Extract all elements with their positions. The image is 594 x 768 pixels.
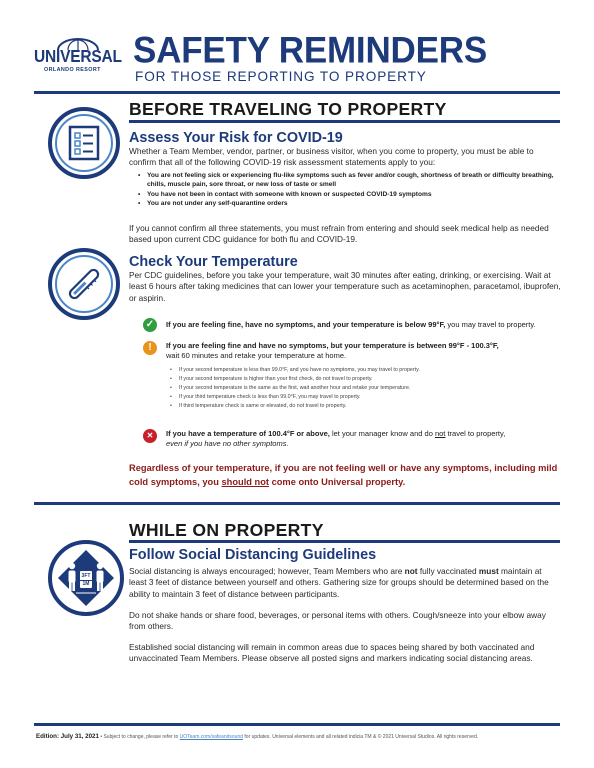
p1-text-b: fully vaccinated <box>417 566 479 576</box>
social-distancing-icon <box>48 540 124 616</box>
universal-logo <box>34 38 126 72</box>
temp-high-text <box>166 429 566 449</box>
temp-mid-bold: If you are feeling fine and have no symptoms, but your temperature is between 99°F - 100.3°F, <box>166 341 499 350</box>
distancing-paragraph-1 <box>129 566 561 600</box>
p1-not: not <box>404 566 418 576</box>
list-item: • If your second temperature is the same as the first, wait another hour and retake your temperature. <box>170 384 550 393</box>
warning-text-1: Regardless of your temperature, if you are not feeling well or have any symptoms, including mild cold symptoms, you <box>129 463 558 487</box>
list-item: • You are not feeling sick or experiencing flu-like symptoms such as fever and/or cough, shortness of breath or difficulty breathing, chills, muscle pain, sore throat, or new loss of taste or smell <box>138 171 558 190</box>
exclamation-icon: ! <box>143 341 157 355</box>
list-item: • If your second temperature is less than 99.0°F, and you have no symptoms, you may travel to property. <box>170 366 550 375</box>
risk-bullet-list <box>138 171 558 208</box>
sign-feet: 3FT <box>81 573 91 579</box>
temp-fine-rest: you may travel to property. <box>445 320 536 329</box>
checkmark-icon: ✓ <box>143 318 157 332</box>
sign-meters: 1M <box>80 580 92 588</box>
temp-high-bold: If you have a temperature of 100.4°F or above, <box>166 429 330 438</box>
warning-should-not: should not <box>221 477 269 487</box>
temp-high-rest: let your manager know and do <box>329 429 435 438</box>
retake-temperature-list <box>170 366 550 411</box>
heading-assess-risk: Assess Your Risk for COVID-19 <box>129 130 343 146</box>
temperature-intro: Per CDC guidelines, before you take your temperature, wait 30 minutes after eating, drinking, or exercising. Wait at least 6 hours after taking medicines that can lower your temperature such as acetaminophen, paracetamol, ibuprofen, or aspirin. <box>129 270 561 303</box>
section-title-while: WHILE ON PROPERTY <box>129 520 324 540</box>
distance-sign-label <box>80 573 92 588</box>
footer-note-b: for updates. Universal elements and all related indicia TM & © 2021 Universal Studios. All rights reserved. <box>243 734 479 740</box>
list-item: • If your third temperature check is less than 99.0°F, you may travel to property. <box>170 393 550 402</box>
temp-high-not: not <box>434 429 446 438</box>
temp-fine-bold: If you are feeling fine, have no symptoms, and your temperature is below 99°F, <box>166 320 446 329</box>
section-underline-before <box>129 120 560 123</box>
header-divider <box>34 91 560 94</box>
logo-wordmark: UNIVERSAL <box>34 46 122 67</box>
temp-high-italic: even if you have no other symptoms. <box>166 439 289 449</box>
p1-text-c: maintain at least 3 feet of distance between yourself and others. Gathering size for groups should be determined based on the ability to maintain 3 feet of distance between participants. <box>129 566 549 599</box>
footer-note-a: • Subject to change, please refer to <box>98 734 180 740</box>
thermometer-icon <box>48 248 120 320</box>
logo-subtitle: ORLANDO RESORT <box>44 67 101 73</box>
distancing-paragraph-3: Established social distancing will remain in common areas due to spaces being shared by both vaccinated and unvaccinated Team Members. Please observe all posted signs and markers indicating social distancing areas. <box>129 642 535 664</box>
page-subtitle: FOR THOSE REPORTING TO PROPERTY <box>135 69 427 84</box>
symptoms-warning <box>129 461 559 489</box>
section-title-before: BEFORE TRAVELING TO PROPERTY <box>129 99 447 119</box>
heading-check-temperature: Check Your Temperature <box>129 254 298 270</box>
temp-high-rest-2: travel to property, <box>445 429 506 438</box>
checklist-icon <box>48 107 120 179</box>
temp-mid-rest: wait 60 minutes and retake your temperature at home. <box>166 351 347 361</box>
p1-text-a: Social distancing is always encouraged; however, Team Members who are <box>129 566 405 576</box>
temp-mid-text <box>166 341 566 361</box>
list-item: • If third temperature check is same or elevated, do not travel to property. <box>170 402 550 411</box>
section-underline-while <box>129 540 560 543</box>
heading-social-distancing: Follow Social Distancing Guidelines <box>129 547 377 563</box>
distancing-paragraph-2: Do not shake hands or share food, beverages, or personal items with others. Cough/sneeze into your elbow away from others. <box>129 610 546 632</box>
safeandsound-link[interactable]: UOTeam.com/safeandsound <box>179 734 244 740</box>
footer-divider <box>34 723 560 726</box>
x-icon: ✕ <box>143 429 157 443</box>
list-item: • You are not under any self-quarantine orders <box>138 199 558 208</box>
risk-outro: If you cannot confirm all three statements, you must refrain from entering and should seek medical help as needed based upon current CDC guidance for both flu and COVID-19. <box>129 223 549 245</box>
p1-must: must <box>478 566 499 576</box>
warning-text-2: come onto Universal property. <box>269 477 406 487</box>
list-item: • You have not been in contact with someone with known or suspected COVID-19 symptoms <box>138 190 558 199</box>
risk-intro: Whether a Team Member, vendor, partner, or business visitor, when you come to property, you must be able to confirm that all of the following COVID-19 risk assessment statements apply to you: <box>129 146 534 168</box>
footer <box>36 733 562 740</box>
temp-fine-text <box>166 320 566 330</box>
section-divider <box>34 502 560 505</box>
list-item: • If your second temperature is higher than your first check, do not travel to property. <box>170 375 550 384</box>
edition-date: Edition: July 31, 2021 <box>36 733 99 740</box>
page-title: SAFETY REMINDERS <box>133 29 487 71</box>
